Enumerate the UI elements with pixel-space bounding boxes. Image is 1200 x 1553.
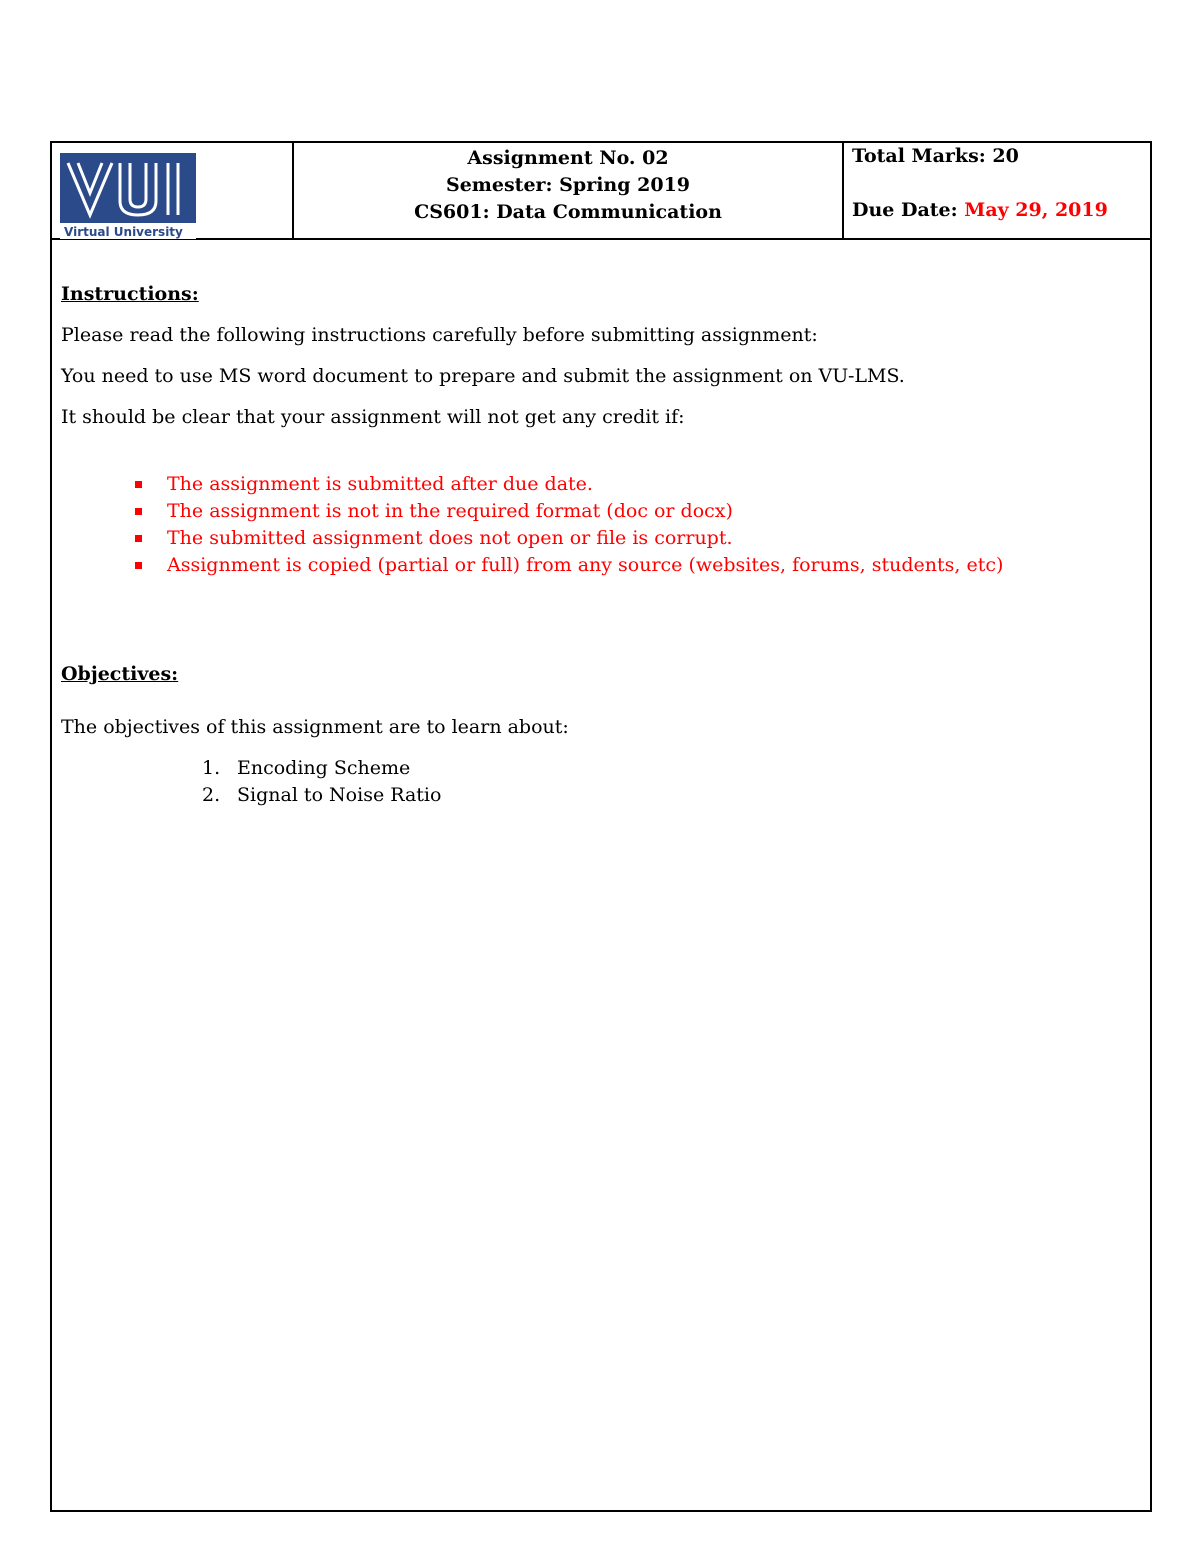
assignment-number: Assignment No. 02	[467, 147, 669, 169]
list-number: 1.	[202, 757, 221, 779]
list-item-text: Encoding Scheme	[237, 757, 411, 779]
list-item-text: The assignment is submitted after due date.	[167, 473, 593, 495]
square-bullet-icon	[135, 535, 142, 542]
document-body	[61, 281, 1141, 809]
objectives-list	[61, 755, 1141, 809]
document-frame	[50, 141, 1152, 1512]
list-item	[61, 782, 1141, 809]
list-item	[61, 498, 1141, 525]
due-date	[852, 199, 1108, 221]
list-item-text: The submitted assignment does not open or file is corrupt.	[167, 527, 733, 549]
list-item-text: The assignment is not in the required format (doc or docx)	[167, 500, 733, 522]
instruction-line: You need to use MS word document to prepare and submit the assignment on VU-LMS.	[61, 365, 905, 387]
header-table	[52, 143, 1150, 240]
objectives-heading: Objectives:	[61, 663, 179, 685]
virtual-university-logo	[60, 153, 196, 239]
title-cell	[294, 143, 842, 238]
logo-caption: Virtual University	[64, 225, 183, 239]
list-number: 2.	[202, 784, 221, 806]
total-marks: Total Marks: 20	[852, 145, 1019, 167]
square-bullet-icon	[135, 508, 142, 515]
objectives-intro: The objectives of this assignment are to learn about:	[61, 716, 569, 738]
due-date-value: May 29, 2019	[964, 199, 1108, 221]
marks-cell	[844, 143, 1150, 238]
square-bullet-icon	[135, 481, 142, 488]
square-bullet-icon	[135, 562, 142, 569]
course-title: CS601: Data Communication	[414, 201, 722, 223]
instructions-heading: Instructions:	[61, 283, 199, 305]
list-item	[61, 471, 1141, 498]
semester: Semester: Spring 2019	[445, 174, 691, 196]
penalty-list	[61, 471, 1141, 579]
logo-cell	[52, 143, 292, 238]
due-date-label: Due Date:	[852, 199, 965, 221]
list-item-text: Assignment is copied (partial or full) from any source (websites, forums, students, etc)	[167, 554, 1004, 576]
instruction-line: Please read the following instructions carefully before submitting assignment:	[61, 324, 818, 346]
list-item-text: Signal to Noise Ratio	[237, 784, 442, 806]
instruction-line: It should be clear that your assignment will not get any credit if:	[61, 406, 685, 428]
list-item	[61, 552, 1141, 579]
list-item	[61, 525, 1141, 552]
list-item	[61, 755, 1141, 782]
